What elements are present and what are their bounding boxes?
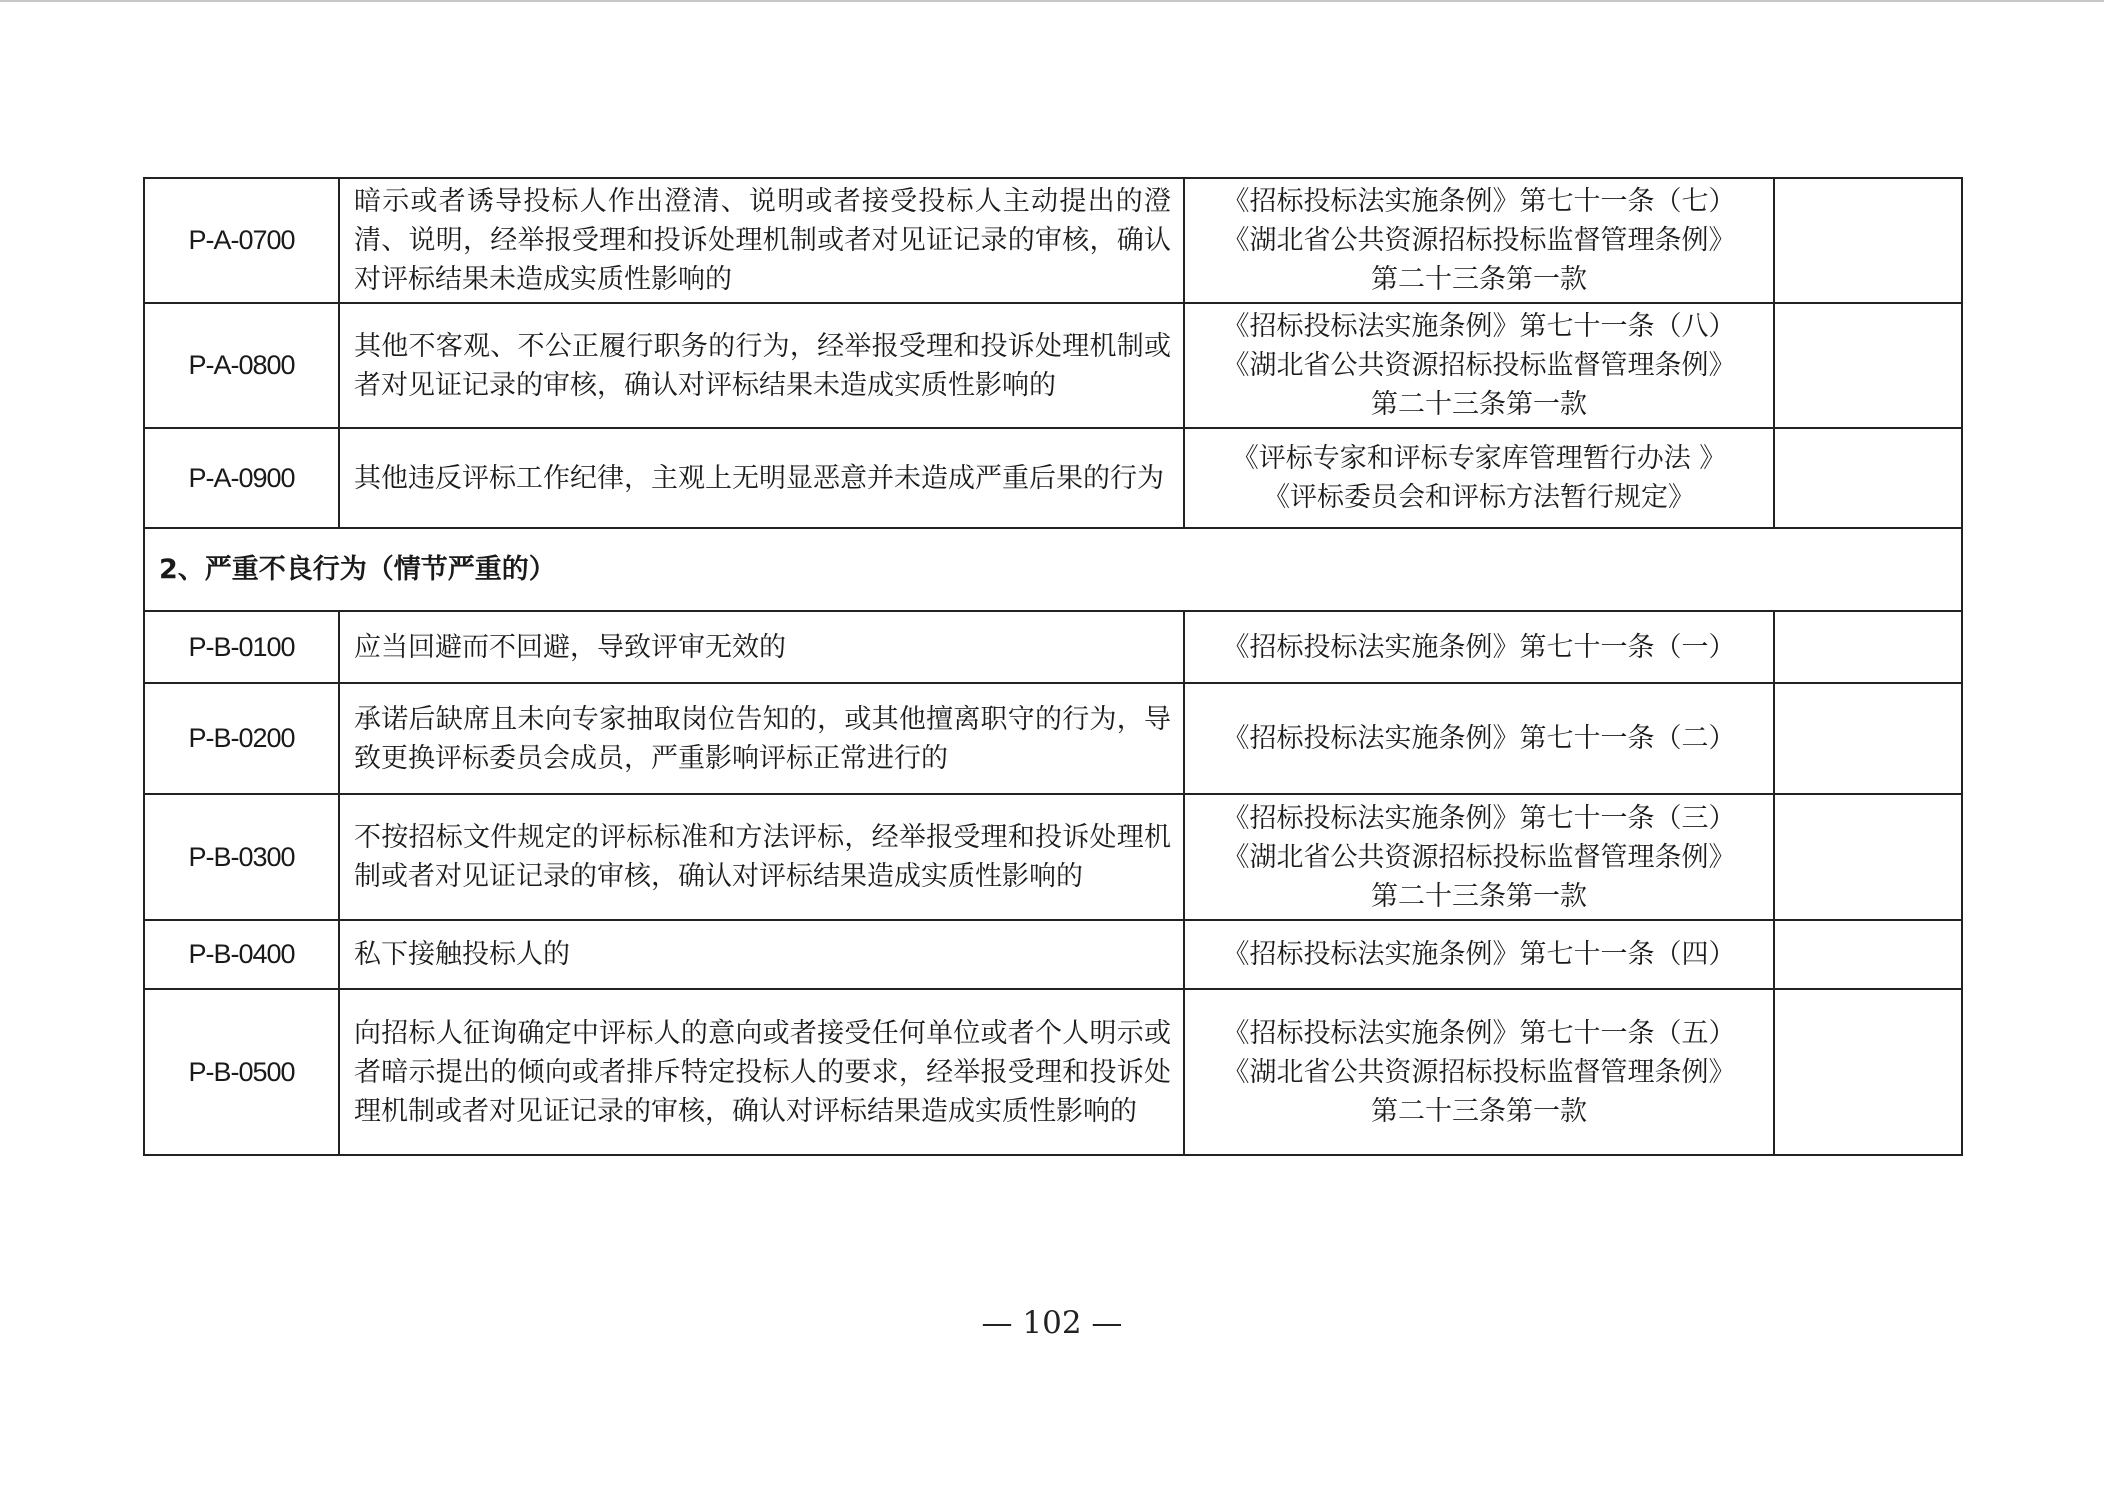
empty-cell — [1774, 303, 1962, 428]
legal-basis — [1184, 683, 1774, 794]
behavior-code: P-B-0100 — [144, 611, 339, 683]
table-row — [144, 683, 1962, 794]
legal-basis — [1184, 428, 1774, 528]
legal-basis-line: 《招标投标法实施条例》第七十一条（一） — [1222, 631, 1736, 663]
legal-basis-line: 第二十三条第一款 — [1371, 264, 1587, 295]
legal-basis-line: 《湖北省公共资源招标投标监督管理条例》 — [1222, 1056, 1736, 1088]
section-header-row — [144, 528, 1962, 611]
legal-basis-line: 《湖北省公共资源招标投标监督管理条例》 — [1222, 225, 1736, 256]
behavior-description: 暗示或者诱导投标人作出澄清、说明或者接受投标人主动提出的澄清、说明，经举报受理和投诉处理机制或者对见证记录的审核，确认对评标结果未造成实质性影响的 — [339, 178, 1184, 303]
behavior-code: P-A-0700 — [144, 178, 339, 303]
behavior-description: 应当回避而不回避，导致评审无效的 — [339, 611, 1184, 683]
table-row — [144, 920, 1962, 989]
behavior-code: P-B-0200 — [144, 683, 339, 794]
legal-basis-line: 第二十三条第一款 — [1371, 880, 1587, 912]
behavior-description: 承诺后缺席且未向专家抽取岗位告知的，或其他擅离职守的行为，导致更换评标委员会成员，严重影响评标正常进行的 — [339, 683, 1184, 794]
behavior-description: 其他违反评标工作纪律，主观上无明显恶意并未造成严重后果的行为 — [339, 428, 1184, 528]
legal-basis — [1184, 794, 1774, 920]
legal-basis-line: 《招标投标法实施条例》第七十一条（七） — [1222, 186, 1736, 217]
behavior-description: 私下接触投标人的 — [339, 920, 1184, 989]
legal-basis-line: 《招标投标法实施条例》第七十一条（五） — [1222, 1017, 1736, 1049]
behavior-description: 不按招标文件规定的评标标准和方法评标，经举报受理和投诉处理机制或者对见证记录的审核，确认对评标结果造成实质性影响的 — [339, 794, 1184, 920]
legal-basis-line: 《招标投标法实施条例》第七十一条（四） — [1222, 939, 1736, 970]
behavior-description: 向招标人征询确定中评标人的意向或者接受任何单位或者个人明示或者暗示提出的倾向或者排斥特定投标人的要求，经举报受理和投诉处理机制或者对见证记录的审核，确认对评标结果造成实质性影响的 — [339, 989, 1184, 1155]
table-row — [144, 611, 1962, 683]
legal-basis — [1184, 178, 1774, 303]
table-row — [144, 428, 1962, 528]
legal-basis-line: 《湖北省公共资源招标投标监督管理条例》 — [1222, 350, 1736, 381]
legal-basis — [1184, 989, 1774, 1155]
behavior-code: P-A-0900 — [144, 428, 339, 528]
table-row — [144, 303, 1962, 428]
legal-basis-line: 《招标投标法实施条例》第七十一条（八） — [1222, 311, 1736, 342]
behavior-description: 其他不客观、不公正履行职务的行为，经举报受理和投诉处理机制或者对见证记录的审核，确认对评标结果未造成实质性影响的 — [339, 303, 1184, 428]
table-row — [144, 178, 1962, 303]
empty-cell — [1774, 989, 1962, 1155]
empty-cell — [1774, 428, 1962, 528]
legal-basis — [1184, 611, 1774, 683]
empty-cell — [1774, 920, 1962, 989]
behavior-code: P-B-0500 — [144, 989, 339, 1155]
table-row — [144, 794, 1962, 920]
legal-basis-line: 《评标委员会和评标方法暂行规定》 — [1263, 482, 1695, 513]
page-number: — 102 — — [981, 1305, 1123, 1341]
legal-basis-line: 《招标投标法实施条例》第七十一条（三） — [1222, 802, 1736, 834]
legal-basis-line: 《招标投标法实施条例》第七十一条（二） — [1222, 723, 1736, 754]
legal-basis-line: 第二十三条第一款 — [1371, 389, 1587, 420]
behavior-code: P-A-0800 — [144, 303, 339, 428]
empty-cell — [1774, 611, 1962, 683]
table-row — [144, 989, 1962, 1155]
legal-basis-line: 《湖北省公共资源招标投标监督管理条例》 — [1222, 841, 1736, 873]
behavior-code: P-B-0300 — [144, 794, 339, 920]
empty-cell — [1774, 178, 1962, 303]
section-title: 2、严重不良行为（情节严重的） — [144, 528, 1962, 611]
legal-basis — [1184, 303, 1774, 428]
legal-basis-line: 第二十三条第一款 — [1371, 1095, 1587, 1127]
behavior-code: P-B-0400 — [144, 920, 339, 989]
empty-cell — [1774, 683, 1962, 794]
empty-cell — [1774, 794, 1962, 920]
legal-basis — [1184, 920, 1774, 989]
bad-behavior-table — [143, 177, 1963, 1156]
legal-basis-line: 《评标专家和评标专家库管理暂行办法 》 — [1231, 443, 1727, 474]
top-border-line — [0, 0, 2104, 2]
